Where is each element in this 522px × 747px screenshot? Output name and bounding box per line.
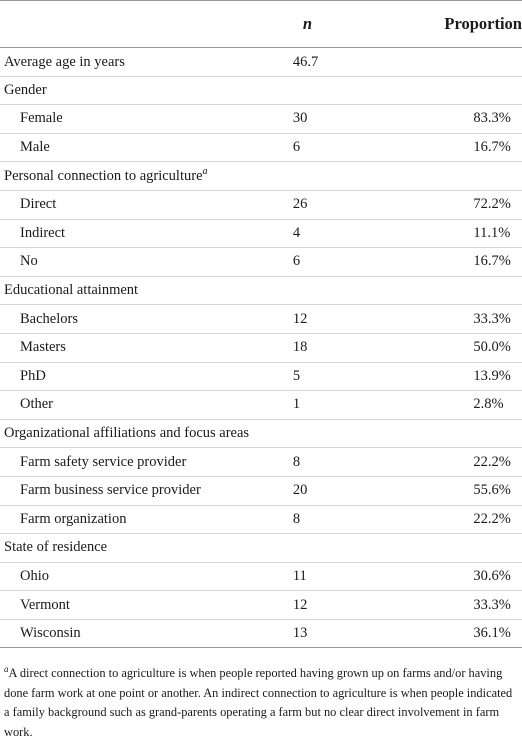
table-row [0, 391, 522, 420]
table-row [0, 76, 522, 105]
table-row [0, 48, 522, 77]
row-proportion-value: 22.2% [473, 510, 511, 527]
row-label-text: Farm business service provider [20, 482, 201, 499]
row-proportion-value: 30.6% [473, 567, 511, 584]
table-row [0, 162, 522, 191]
row-n-value: 6 [292, 139, 301, 156]
row-sublabel [0, 219, 275, 248]
row-n-value: 8 [292, 510, 301, 527]
header-proportion: Proportion [444, 14, 522, 33]
row-label-text: Bachelors [20, 310, 78, 327]
row-label-text: Female [20, 110, 63, 127]
row-n-value [275, 534, 381, 563]
row-n-value: 4 [292, 224, 301, 241]
row-label-text: State of residence [4, 539, 108, 556]
row-label-text: Farm organization [20, 510, 127, 527]
row-n-value: 46.7 [292, 54, 319, 71]
row-proportion-value: 33.3% [473, 596, 511, 613]
row-label-text: Ohio [20, 567, 49, 584]
table-row [0, 248, 522, 277]
footnote-marker: a [4, 663, 9, 674]
table-row [0, 362, 522, 391]
row-sublabel [0, 591, 275, 620]
row-label-text: Masters [20, 339, 66, 356]
row-proportion-value: 72.2% [473, 196, 511, 213]
row-label-text: Direct [20, 196, 57, 213]
table-row [0, 305, 522, 334]
row-n-value [275, 162, 381, 191]
table-row [0, 619, 522, 648]
row-proportion-value: 16.7% [473, 139, 511, 156]
table-header-row [0, 1, 522, 48]
table-row [0, 419, 522, 448]
table-row [0, 591, 522, 620]
row-sublabel [0, 333, 275, 362]
row-proportion-value [380, 48, 522, 77]
header-n: n [302, 14, 313, 33]
row-proportion-value [380, 534, 522, 563]
table-row [0, 219, 522, 248]
row-n-value [275, 419, 381, 448]
row-category-label [0, 419, 275, 448]
row-category-label [0, 276, 275, 305]
row-n-value: 11 [292, 567, 307, 584]
row-label-text: Male [20, 139, 50, 156]
row-label-text: Wisconsin [20, 625, 81, 642]
table-body [0, 48, 522, 648]
row-category-label [0, 534, 275, 563]
row-n-value: 12 [292, 596, 308, 613]
table-row [0, 534, 522, 563]
row-n-value: 13 [292, 625, 308, 642]
row-sublabel [0, 619, 275, 648]
table-row [0, 333, 522, 362]
row-label-text: Other [20, 396, 54, 413]
row-proportion-value: 50.0% [473, 339, 511, 356]
row-n-value: 18 [292, 339, 308, 356]
table-row [0, 133, 522, 162]
row-category-label [0, 48, 275, 77]
row-proportion-value [380, 76, 522, 105]
row-proportion-value: 16.7% [473, 253, 511, 270]
footnote-text: A direct connection to agriculture is when people reported having grown up on farms and/or having done farm work at one point or another. An indirect connection to agriculture is when people indicated a family background such as grand-parents operating a farm but no clear direct involvement in farm work. [4, 666, 513, 739]
table-row [0, 448, 522, 477]
row-sublabel [0, 105, 275, 134]
row-sublabel [0, 133, 275, 162]
row-sublabel [0, 448, 275, 477]
table-row [0, 276, 522, 305]
row-proportion-value [380, 419, 522, 448]
row-proportion-value: 22.2% [473, 453, 511, 470]
row-n-value: 6 [292, 253, 301, 270]
row-label-text: Educational attainment [4, 282, 139, 299]
row-n-value [275, 276, 381, 305]
row-sublabel [0, 391, 275, 420]
row-proportion-value: 83.3% [473, 110, 511, 127]
row-sublabel [0, 505, 275, 534]
row-sublabel [0, 190, 275, 219]
row-proportion-value: 11.1% [473, 224, 511, 241]
table-row [0, 105, 522, 134]
row-label-text: Average age in years [4, 54, 125, 71]
row-label-text: Personal connection to agriculture [4, 167, 203, 184]
table-row [0, 505, 522, 534]
row-n-value: 20 [292, 482, 308, 499]
row-n-value: 8 [292, 453, 301, 470]
row-label-text: Farm safety service provider [20, 453, 187, 470]
row-sublabel [0, 305, 275, 334]
row-n-value: 1 [292, 396, 301, 413]
row-label-text: PhD [20, 367, 46, 384]
row-sublabel [0, 362, 275, 391]
row-category-label [0, 162, 275, 191]
row-label-text: Organizational affiliations and focus areas [4, 425, 250, 442]
row-proportion-value: 2.8% [473, 396, 504, 413]
row-proportion-value: 13.9% [473, 367, 511, 384]
row-proportion-value: 33.3% [473, 310, 511, 327]
row-label-text: Gender [4, 81, 47, 98]
row-category-label [0, 76, 275, 105]
row-n-value [275, 76, 381, 105]
row-label-text: Vermont [20, 596, 70, 613]
table-row [0, 476, 522, 505]
table-row [0, 190, 522, 219]
row-label-text: No [20, 253, 38, 270]
row-sublabel [0, 476, 275, 505]
row-proportion-value: 36.1% [473, 625, 511, 642]
table-row [0, 562, 522, 591]
row-n-value: 5 [292, 367, 301, 384]
row-proportion-value: 55.6% [473, 482, 511, 499]
table-footnote [4, 664, 520, 742]
row-sublabel [0, 248, 275, 277]
header-label [0, 1, 275, 48]
footnote-reference: a [202, 165, 208, 177]
row-sublabel [0, 562, 275, 591]
row-proportion-value [380, 162, 522, 191]
row-proportion-value [380, 276, 522, 305]
row-n-value: 30 [292, 110, 308, 127]
row-n-value: 12 [292, 310, 308, 327]
row-n-value: 26 [292, 196, 308, 213]
row-label-text: Indirect [20, 224, 66, 241]
